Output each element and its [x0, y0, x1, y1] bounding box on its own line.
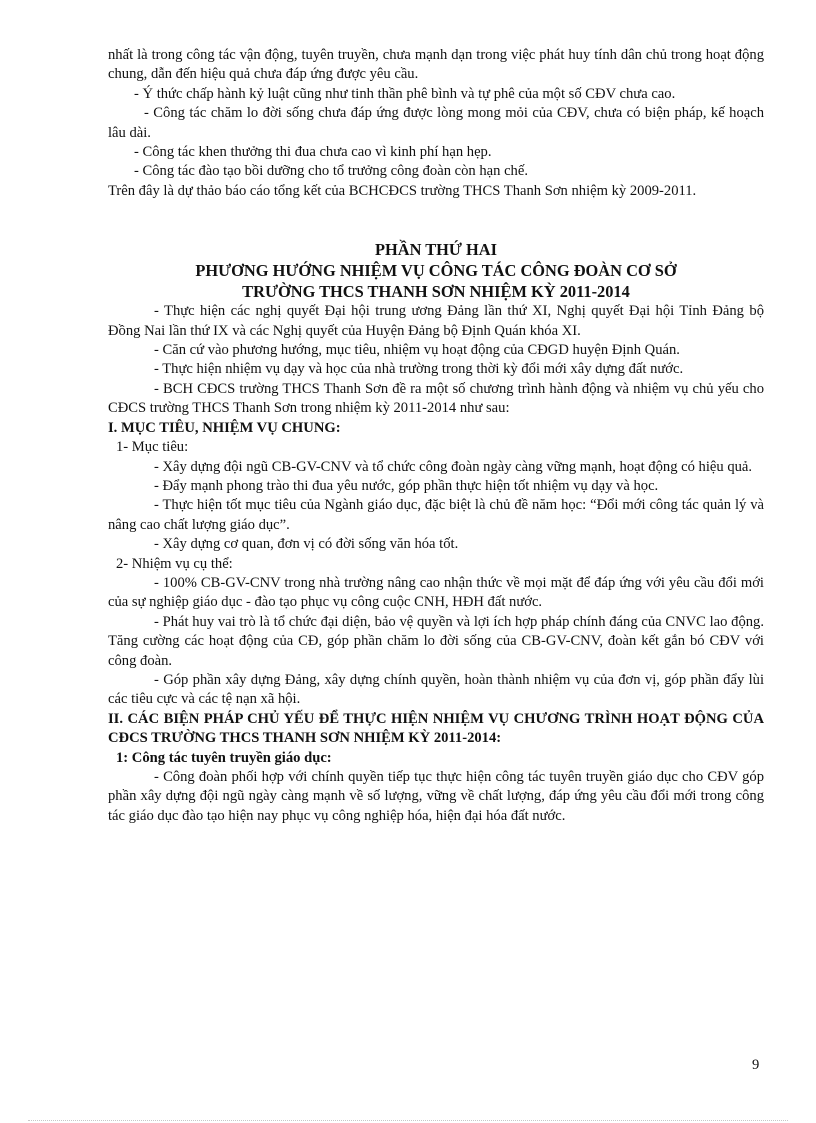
bullet-training: - Công tác đào tạo bồi dưỡng cho tổ trưởng công đoàn còn hạn chế.: [134, 163, 528, 180]
part-two-heading: [108, 239, 764, 302]
goal-item: - Xây dựng đội ngũ CB-GV-CNV và tổ chức công đoàn ngày càng vững mạnh, hoạt động có hiệu quả.: [154, 458, 753, 475]
bullet-discipline: - Ý thức chấp hành kỷ luật cũng như tinh thần phê bình và tự phê của một số CĐV chưa cao.: [134, 85, 676, 102]
intro-paragraph: - BCH CĐCS trường THCS Thanh Sơn đề ra một số chương trình hành động và nhiệm vụ chủ yếu cho CĐCS trường THCS Thanh Sơn trong nhiệm kỳ 2011-2014 như sau:: [108, 380, 764, 417]
page-number: 9: [752, 1057, 760, 1073]
intro-paragraph: - Căn cứ vào phương hướng, mục tiêu, nhiệm vụ hoạt động của CĐGD huyện Định Quán.: [154, 342, 680, 359]
intro-paragraph: - Thực hiện các nghị quyết Đại hội trung ương Đảng lần thứ XI, Nghị quyết Đại hội Tỉnh Đảng bộ Đồng Nai lần thứ IX và các Nghị quyết của Huyện Đảng bộ Định Quán khóa XI.: [108, 303, 764, 339]
propaganda-paragraph: - Công đoàn phối hợp với chính quyền tiếp tục thực hiện công tác tuyên truyền giáo dục cho CĐV góp phần xây dựng đội ngũ ngày càng mạnh về số lượng, vững về chất lượng, đáp ứng yêu cầu đổi mới trong công tác giáo dục đào tạo hiện nay phục vụ công nghiệp hóa, hiện đại hóa đất nước.: [108, 769, 764, 824]
heading-line-2: PHƯƠNG HƯỚNG NHIỆM VỤ CÔNG TÁC CÔNG ĐOÀN CƠ SỞ: [195, 261, 677, 281]
heading-line-3: TRƯỜNG THCS THANH SƠN NHIỆM KỲ 2011-2014: [242, 282, 630, 302]
heading-line-1: PHẦN THỨ HAI: [374, 240, 498, 260]
goal-item: - Đẩy mạnh phong trào thi đua yêu nước, góp phần thực hiện tốt nhiệm vụ dạy và học.: [154, 477, 659, 494]
subsection-goals-title: 1- Mục tiêu:: [116, 439, 189, 456]
page-bottom-divider: [28, 1120, 788, 1121]
task-item: - 100% CB-GV-CNV trong nhà trường nâng cao nhận thức về mọi mặt để đáp ứng với yêu cầu đổi mới của sự nghiệp giáo dục - đào tạo phục vụ công cuộc CNH, HĐH đất nước.: [108, 574, 764, 611]
bullet-care: - Công tác chăm lo đời sống chưa đáp ứng được lòng mong mỏi của CĐV, chưa có biện pháp, kế hoạch lâu dài.: [108, 105, 764, 141]
task-item: - Góp phần xây dựng Đảng, xây dựng chính quyền, hoàn thành nhiệm vụ của đơn vị, góp phần đẩy lùi các tiêu cực và các tệ nạn xã hội.: [108, 671, 764, 708]
subsection-tasks-title: 2- Nhiệm vụ cụ thể:: [116, 555, 233, 572]
page-content: [108, 46, 764, 826]
subsection-propaganda-title: 1: Công tác tuyên truyền giáo dục:: [116, 749, 332, 766]
paragraph-summary: Trên đây là dự thảo báo cáo tổng kết của BCHCĐCS trường THCS Thanh Sơn nhiệm kỳ 2009-2011.: [108, 182, 697, 199]
bullet-reward: - Công tác khen thưởng thi đua chưa cao vì kinh phí hạn hẹp.: [134, 144, 492, 161]
goal-item: - Thực hiện tốt mục tiêu của Ngành giáo dục, đặc biệt là chủ đề năm học: “Đổi mới công tác quản lý và nâng cao chất lượng giáo dục”.: [108, 497, 764, 533]
paragraph-continued: nhất là trong công tác vận động, tuyên truyền, chưa mạnh dạn trong việc phát huy tính dân chủ trong hoạt động chung, dẫn đến hiệu quả chưa đáp ứng được yêu cầu.: [108, 47, 764, 83]
section-2-title: II. CÁC BIỆN PHÁP CHỦ YẾU ĐỂ THỰC HIỆN NHIỆM VỤ CHƯƠNG TRÌNH HOẠT ĐỘNG CỦA CĐCS TRƯỜNG THCS THANH SƠN NHIỆM KỲ 2011-2014:: [108, 710, 764, 747]
goal-item: - Xây dựng cơ quan, đơn vị có đời sống văn hóa tốt.: [154, 536, 459, 553]
intro-paragraph: - Thực hiện nhiệm vụ dạy và học của nhà trường trong thời kỳ đổi mới xây dựng đất nước.: [154, 361, 684, 378]
section-1-title: I. MỤC TIÊU, NHIỆM VỤ CHUNG:: [108, 419, 341, 436]
task-item: - Phát huy vai trò là tổ chức đại diện, bảo vệ quyền và lợi ích hợp pháp chính đáng của CNVC lao động. Tăng cường các hoạt động của CĐ, góp phần chăm lo đời sống của CB-GV-CNV, đoàn kết gắn bó CĐV với công đoàn.: [108, 613, 764, 669]
